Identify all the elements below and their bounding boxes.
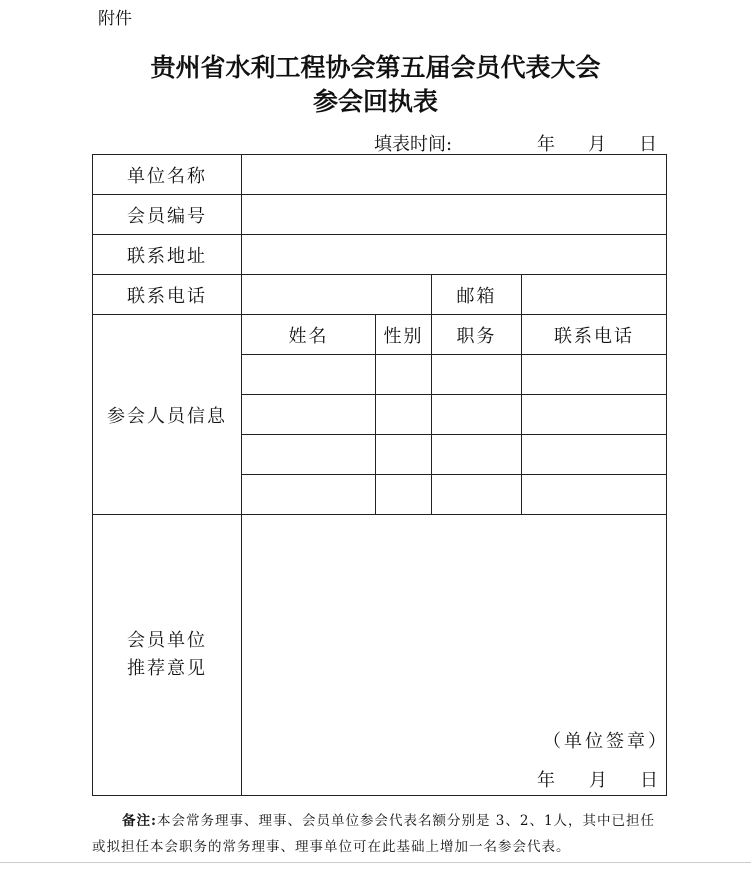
fill-date-month: 月 bbox=[588, 134, 606, 155]
attendee-name-cell[interactable] bbox=[242, 435, 376, 475]
recommendation-label bbox=[93, 515, 242, 796]
attendee-position-cell[interactable] bbox=[432, 435, 522, 475]
table-row bbox=[93, 155, 667, 195]
attachment-label: 附件 bbox=[98, 9, 132, 29]
phone-field[interactable] bbox=[242, 275, 432, 315]
attendee-phone-cell[interactable] bbox=[522, 435, 667, 475]
attendee-gender-cell[interactable] bbox=[376, 355, 432, 395]
attendee-gender-cell[interactable] bbox=[376, 475, 432, 515]
table-row bbox=[93, 275, 667, 315]
sign-day: 日 bbox=[640, 770, 658, 791]
page-divider bbox=[0, 862, 751, 863]
col-name-header: 姓名 bbox=[242, 315, 376, 355]
attendee-name-cell[interactable] bbox=[242, 475, 376, 515]
remarks-label: 备注: bbox=[122, 813, 157, 829]
sign-month: 月 bbox=[589, 770, 607, 791]
col-phone-header: 联系电话 bbox=[522, 315, 667, 355]
attendee-position-cell[interactable] bbox=[432, 475, 522, 515]
attendee-name-cell[interactable] bbox=[242, 355, 376, 395]
address-label: 联系地址 bbox=[93, 235, 242, 275]
attendee-phone-cell[interactable] bbox=[522, 355, 667, 395]
member-no-field[interactable] bbox=[242, 195, 667, 235]
table-row bbox=[93, 315, 667, 355]
fill-date-year: 年 bbox=[537, 134, 555, 155]
unit-name-field[interactable] bbox=[242, 155, 667, 195]
phone-label: 联系电话 bbox=[93, 275, 242, 315]
col-gender-header: 性别 bbox=[376, 315, 432, 355]
remarks-text: 本会常务理事、理事、会员单位参会代表名额分别是 3、2、1人，其中已担任或拟担任本会职务的常务理事、理事单位可在此基础上增加一名参会代表。 bbox=[92, 813, 656, 855]
attendee-gender-cell[interactable] bbox=[376, 435, 432, 475]
fill-date-label: 填表时间: bbox=[374, 134, 453, 155]
sign-year: 年 bbox=[537, 770, 555, 791]
registration-form bbox=[92, 154, 667, 796]
attendee-position-cell[interactable] bbox=[432, 395, 522, 435]
recommendation-label-line1: 会员单位 bbox=[127, 630, 207, 651]
email-field[interactable] bbox=[522, 275, 667, 315]
table-row bbox=[93, 235, 667, 275]
attendee-phone-cell[interactable] bbox=[522, 475, 667, 515]
email-label: 邮箱 bbox=[432, 275, 522, 315]
remarks bbox=[92, 808, 662, 860]
unit-name-label: 单位名称 bbox=[93, 155, 242, 195]
unit-seal-label: （单位签章） bbox=[543, 731, 669, 752]
attendee-position-cell[interactable] bbox=[432, 355, 522, 395]
page-subtitle: 参会回执表 bbox=[312, 87, 438, 116]
attendee-name-cell[interactable] bbox=[242, 395, 376, 435]
attendee-info-label: 参会人员信息 bbox=[93, 315, 242, 515]
member-no-label: 会员编号 bbox=[93, 195, 242, 235]
recommendation-field[interactable] bbox=[242, 515, 667, 796]
col-position-header: 职务 bbox=[432, 315, 522, 355]
table-row bbox=[93, 515, 667, 796]
attendee-gender-cell[interactable] bbox=[376, 395, 432, 435]
page-title: 贵州省水利工程协会第五届会员代表大会 bbox=[150, 53, 601, 82]
fill-date-day: 日 bbox=[639, 134, 657, 155]
attendee-phone-cell[interactable] bbox=[522, 395, 667, 435]
recommendation-label-line2: 推荐意见 bbox=[127, 658, 207, 679]
table-row bbox=[93, 195, 667, 235]
address-field[interactable] bbox=[242, 235, 667, 275]
